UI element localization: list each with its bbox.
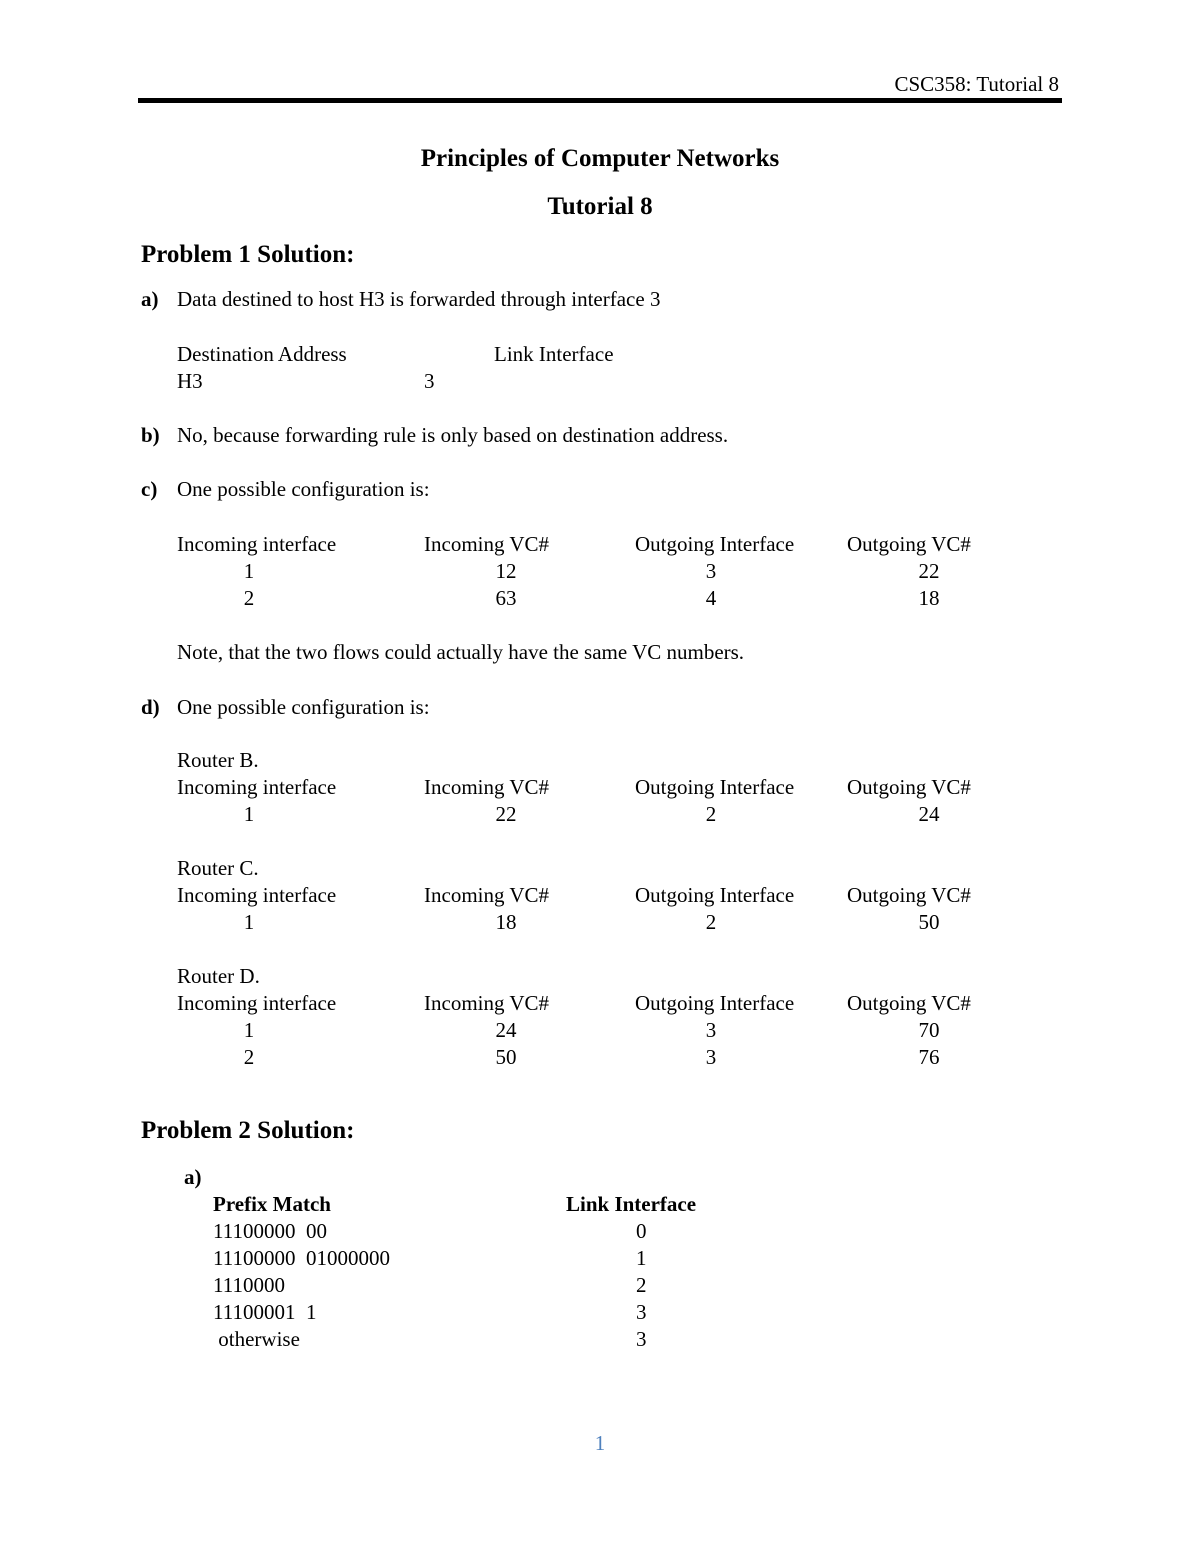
- router-d-name: Router D.: [177, 964, 260, 988]
- router-c-name: Router C.: [177, 856, 259, 880]
- p1-a-text: Data destined to host H3 is forwarded through interface 3: [177, 287, 661, 311]
- table-cell: 11100001 1: [213, 1300, 317, 1324]
- router-b-header-in-vc: Incoming VC#: [424, 775, 550, 799]
- table-cell: 2: [243, 586, 255, 610]
- p1-b-text: No, because forwarding rule is only based on destination address.: [177, 423, 729, 447]
- table-cell: 3: [636, 1300, 647, 1324]
- router-d-header-in-if: Incoming interface: [177, 991, 337, 1015]
- table-cell: 1: [243, 910, 255, 934]
- table-cell: 70: [918, 1018, 940, 1042]
- p1-c-header-out-if: Outgoing Interface: [635, 532, 795, 556]
- page-number: 1: [594, 1431, 606, 1455]
- table-cell: 63: [495, 586, 517, 610]
- p1-b-label: b): [141, 423, 160, 447]
- table-cell: 18: [495, 910, 517, 934]
- router-b-header-out-vc: Outgoing VC#: [847, 775, 971, 799]
- router-b-header-in-if: Incoming interface: [177, 775, 337, 799]
- problem-1-heading: Problem 1 Solution:: [141, 241, 355, 268]
- table-cell: 76: [918, 1045, 940, 1069]
- p1-c-header-in-if: Incoming interface: [177, 532, 337, 556]
- table-cell: 1110000: [213, 1273, 285, 1297]
- running-header: CSC358: Tutorial 8: [894, 72, 1059, 96]
- table-cell: 1: [243, 1018, 255, 1042]
- table-cell: 11100000 01000000: [213, 1246, 390, 1270]
- p2-a-label: a): [184, 1165, 202, 1189]
- problem-2-heading: Problem 2 Solution:: [141, 1117, 355, 1144]
- p1-c-text: One possible configuration is:: [177, 477, 430, 501]
- table-cell: 2: [705, 802, 717, 826]
- router-d-header-out-if: Outgoing Interface: [635, 991, 795, 1015]
- p1-c-header-in-vc: Incoming VC#: [424, 532, 550, 556]
- table-cell: 3: [705, 559, 717, 583]
- p1-c-label: c): [141, 477, 158, 501]
- p1-c-note: Note, that the two flows could actually have the same VC numbers.: [177, 640, 745, 664]
- table-cell: 11100000 00: [213, 1219, 327, 1243]
- router-c-header-in-if: Incoming interface: [177, 883, 337, 907]
- table-cell: 3: [636, 1327, 647, 1351]
- router-c-header-out-if: Outgoing Interface: [635, 883, 795, 907]
- p1-d-text: One possible configuration is:: [177, 695, 430, 719]
- p1-d-label: d): [141, 695, 160, 719]
- table-cell: 12: [495, 559, 517, 583]
- table-cell: 2: [636, 1273, 647, 1297]
- p1-a-cell-dest: H3: [177, 369, 203, 393]
- router-d-header-in-vc: Incoming VC#: [424, 991, 550, 1015]
- table-cell: 18: [918, 586, 940, 610]
- table-cell: 22: [495, 802, 517, 826]
- p2-a-col-link: Link Interface: [566, 1192, 697, 1216]
- table-cell: 0: [636, 1219, 647, 1243]
- header-rule: [138, 98, 1062, 103]
- table-cell: 4: [705, 586, 717, 610]
- table-cell: otherwise: [213, 1327, 300, 1351]
- document-title: Principles of Computer Networks: [420, 145, 780, 172]
- table-cell: 22: [918, 559, 940, 583]
- p1-a-col-link: Link Interface: [494, 342, 614, 366]
- p1-a-label: a): [141, 287, 159, 311]
- router-b-header-out-if: Outgoing Interface: [635, 775, 795, 799]
- table-cell: 1: [243, 802, 255, 826]
- table-cell: 50: [918, 910, 940, 934]
- p1-c-header-out-vc: Outgoing VC#: [847, 532, 971, 556]
- table-cell: 24: [918, 802, 940, 826]
- router-c-header-in-vc: Incoming VC#: [424, 883, 550, 907]
- table-cell: 3: [705, 1045, 717, 1069]
- document-subtitle: Tutorial 8: [547, 193, 653, 220]
- p1-a-cell-link: 3: [424, 369, 435, 393]
- table-cell: 2: [705, 910, 717, 934]
- table-cell: 1: [243, 559, 255, 583]
- table-cell: 1: [636, 1246, 647, 1270]
- table-cell: 2: [243, 1045, 255, 1069]
- table-cell: 50: [495, 1045, 517, 1069]
- p2-a-col-prefix: Prefix Match: [213, 1192, 331, 1216]
- router-b-name: Router B.: [177, 748, 259, 772]
- p1-a-col-destination: Destination Address: [177, 342, 347, 366]
- router-c-header-out-vc: Outgoing VC#: [847, 883, 971, 907]
- router-d-header-out-vc: Outgoing VC#: [847, 991, 971, 1015]
- table-cell: 24: [495, 1018, 517, 1042]
- table-cell: 3: [705, 1018, 717, 1042]
